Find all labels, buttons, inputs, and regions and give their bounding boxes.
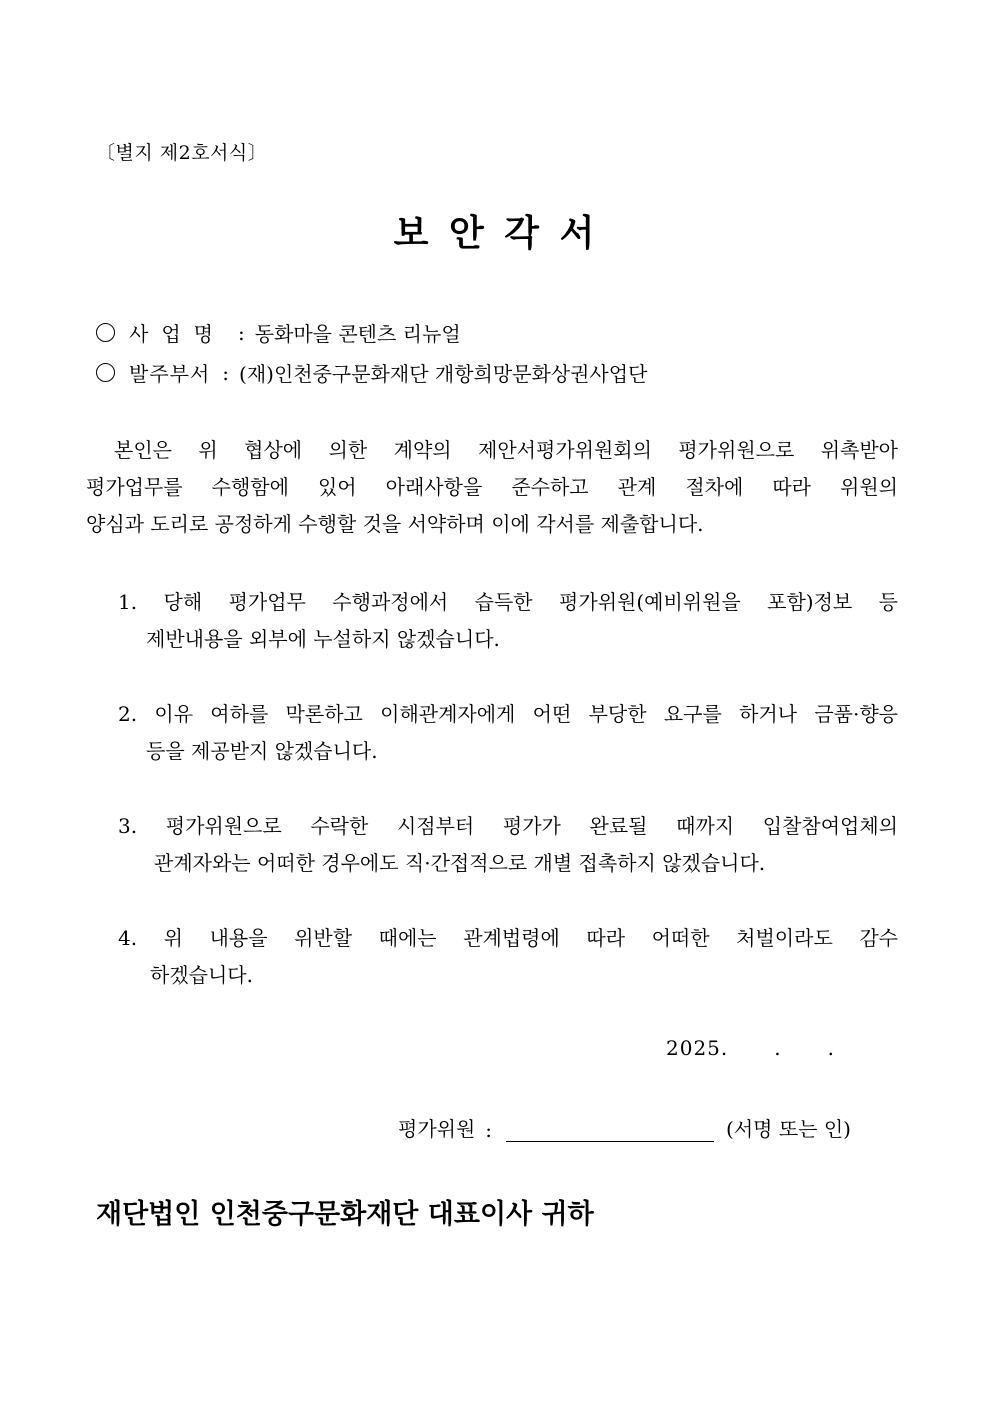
pledge-item-2 bbox=[118, 696, 898, 770]
intro-line-2: 평가업무를 수행함에 있어 아래사항을 준수하고 관계 절차에 따라 위원의 bbox=[86, 475, 898, 499]
signature-row bbox=[398, 1113, 851, 1142]
department-name: (재)인천중구문화재단 개항희망문화상권사업단 bbox=[239, 362, 648, 386]
pledge-item-3 bbox=[118, 808, 898, 882]
intro-line-3: 양심과 도리로 공정하게 수행할 것을 서약하며 이에 각서를 제출합니다. bbox=[86, 512, 704, 536]
addressee: 재단법인 인천중구문화재단 대표이사 귀하 bbox=[96, 1199, 594, 1230]
signature-separator: : bbox=[485, 1118, 493, 1142]
circle-bullet-icon bbox=[96, 323, 115, 342]
department-label: 발주부서 bbox=[129, 362, 211, 386]
pledge-item-2-line-2: 등을 제공받지 않겠습니다. bbox=[146, 739, 378, 763]
pledge-item-1-line-2: 제반내용을 외부에 누설하지 않겠습니다. bbox=[146, 627, 500, 651]
intro-paragraph bbox=[86, 432, 898, 543]
date-year: 2025. bbox=[666, 1036, 729, 1060]
document-title: 보 안 각 서 bbox=[393, 213, 599, 254]
signature-suffix: (서명 또는 인) bbox=[726, 1117, 851, 1141]
intro-line-1: 본인은 위 협상에 의한 계약의 제안서평가위원회의 평가위원으로 위촉받아 bbox=[114, 438, 898, 462]
project-label: 사업명 bbox=[129, 322, 226, 346]
pledge-item-3-line-1: 3. 평가위원으로 수락한 시점부터 평가가 완료될 때까지 입찰참여업체의 bbox=[118, 814, 898, 838]
pledge-item-4 bbox=[118, 920, 898, 994]
project-separator: : bbox=[237, 320, 245, 345]
department-separator: : bbox=[222, 360, 230, 385]
pledge-item-4-line-2: 하겠습니다. bbox=[150, 963, 253, 987]
project-info bbox=[96, 318, 461, 347]
signature-field[interactable] bbox=[506, 1115, 714, 1142]
pledge-item-1 bbox=[118, 584, 898, 658]
date-month-dot: . bbox=[774, 1036, 782, 1060]
department-info bbox=[96, 358, 647, 387]
form-label: 〔별지 제2호서식〕 bbox=[96, 142, 268, 164]
date-line bbox=[666, 1036, 835, 1060]
signature-label: 평가위원 bbox=[398, 1117, 476, 1141]
pledge-item-1-line-1: 1. 당해 평가업무 수행과정에서 습득한 평가위원(예비위원을 포함)정보 등 bbox=[118, 590, 898, 614]
circle-bullet-icon bbox=[96, 363, 115, 382]
pledge-item-2-line-1: 2. 이유 여하를 막론하고 이해관계자에게 어떤 부당한 요구를 하거나 금품·향응 bbox=[118, 702, 898, 726]
pledge-item-3-line-2: 관계자와는 어떠한 경우에도 직·간접적으로 개별 접촉하지 않겠습니다. bbox=[154, 851, 766, 875]
date-day-dot: . bbox=[827, 1036, 835, 1060]
pledge-item-4-line-1: 4. 위 내용을 위반할 때에는 관계법령에 따라 어떠한 처벌이라도 감수 bbox=[118, 926, 898, 950]
project-name: 동화마을 콘텐츠 리뉴얼 bbox=[254, 322, 461, 346]
